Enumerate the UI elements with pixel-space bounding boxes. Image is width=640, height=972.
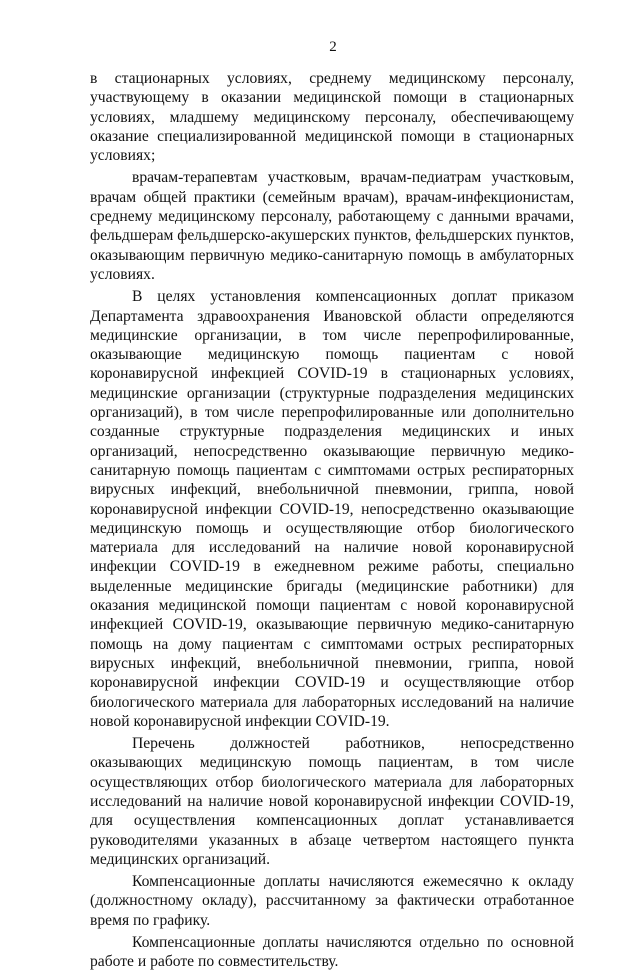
paragraph: Компенсационные доплаты начисляются отдельно по основной работе и работе по совместительству. [90,934,574,971]
paragraph: в стационарных условиях, среднему медицинскому персоналу, участвующему в оказании медицинской помощи в стационарных условиях, младшему медицинскому персоналу, обеспечивающему оказание специализированной медицинской помощи в стационарных условиях; [90,70,574,165]
paragraph: Перечень должностей работников, непосредственно оказывающих медицинскую помощь пациентам, в том числе осуществляющих отбор биологического материала для лабораторных исследований на наличие новой коронавирусной инфекции COVID-19, для осуществления компенсационных доплат устанавливается руководителями указанных в абзаце четвертом настоящего пункта медицинских организаций. [90,735,574,868]
paragraph: Компенсационные доплаты начисляются ежемесячно к окладу (должностному окладу), рассчитанному за фактически отработанное время по графику. [90,873,574,929]
paragraph: В целях установления компенсационных доплат приказом Департамента здравоохранения Ивановской области определяются медицинские организации, в том числе перепрофилированные, оказывающие медицинскую помощь пациентам с новой коронавирусной инфекцией COVID-19 в стационарных условиях, медицинские организации (структурные подразделения медицинских организаций), в том числе перепрофилированные или дополнительно созданные структурные подразделения медицинских и иных организаций, непосредственно оказывающие первичную медико-санитарную помощь пациентам с симптомами острых респираторных вирусных инфекций, внебольничной пневмонии, гриппа, новой коронавирусной инфекции COVID-19, непосредственно оказывающие медицинскую помощь и осуществляющие отбор биологического материала для исследований на наличие новой коронавирусной инфекции COVID-19 в ежедневном режиме работы, специально выделенные медицинские бригады (медицинские работники) для оказания медицинской помощи пациентам с новой коронавирусной инфекцией COVID-19, оказывающие первичную медико-санитарную помощь на дому пациентам с симптомами острых респираторных вирусных инфекций, внебольничной пневмонии, гриппа, новой коронавирусной инфекции COVID-19 и осуществляющие отбор биологического материала для лабораторных исследований на наличие новой коронавирусной инфекции COVID-19. [90,288,574,730]
document-body [90,69,574,972]
page-number: 2 [329,39,337,55]
paragraph: врачам-терапевтам участковым, врачам-педиатрам участковым, врачам общей практики (семейным врачам), врачам-инфекционистам, среднему медицинскому персоналу, работающему с данными врачами, фельдшерам фельдшерско-акушерских пунктов, фельдшерских пунктов, оказывающим первичную медико-санитарную помощь в амбулаторных условиях. [90,169,574,283]
